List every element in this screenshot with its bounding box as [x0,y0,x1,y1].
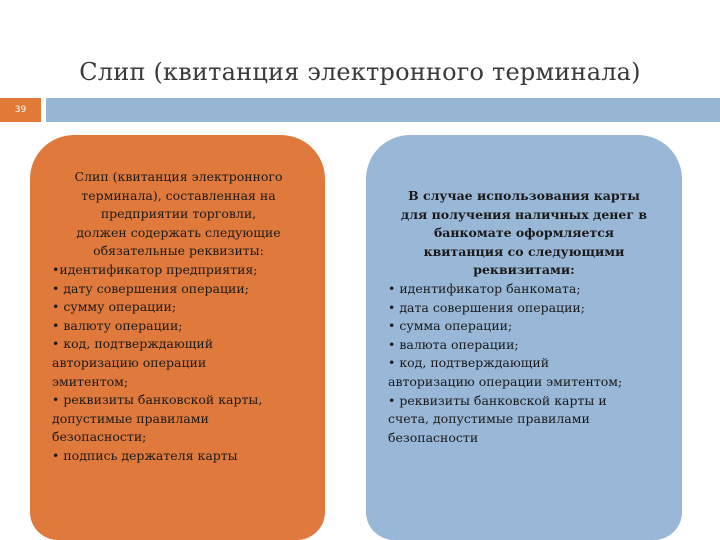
page-number: 39 [14,105,27,115]
list-item: • дату совершения операции; [52,280,249,296]
heading-line: Слип (квитанция электронного [74,169,283,184]
heading-line: квитанция со следующими [423,243,625,259]
heading-line: для получения наличных денег в [400,206,648,222]
atm-receipt-heading [388,187,660,280]
list-item: • код, подтверждающий [388,355,550,371]
atm-receipt-requisites-list [388,280,660,447]
list-item: • валюта операции; [388,336,519,352]
list-item: • идентификатор банкомата; [388,280,581,296]
heading-line: обязательные реквизиты: [93,243,264,259]
merchant-slip-panel [30,135,325,540]
list-item: счета, допустимые правилами [388,411,590,427]
list-item: • реквизиты банковской карты и [388,392,607,408]
list-item: авторизацию операции эмитентом; [388,373,623,389]
list-item: •идентификатор предприятия; [52,261,258,277]
list-item: безопасности [388,429,479,445]
list-item: • реквизиты банковской карты, [52,392,263,408]
list-item: • код, подтверждающий [52,336,214,352]
slide-title: Слип (квитанция электронного терминала) [79,58,641,86]
heading-line: реквизитами: [473,262,575,278]
list-item: • дата совершения операции; [388,299,585,315]
merchant-slip-requisites-list [52,261,305,466]
heading-line: терминала), составленная на [81,187,276,203]
heading-line: должен содержать следующие [76,224,281,240]
list-item: • валюту операции; [52,317,183,333]
heading-line: В случае использования карты [408,188,640,203]
list-item: • сумму операции; [52,299,177,315]
heading-line: предприятии торговли, [100,206,257,222]
heading-line: банкомате оформляется [433,225,615,241]
list-item: безопасности; [52,429,147,445]
list-item: эмитентом; [52,373,129,389]
list-item: авторизацию операции [52,354,207,370]
list-item: • подпись держателя карты [52,447,238,463]
merchant-slip-heading [52,168,305,261]
title-underline-bar [46,98,720,122]
list-item: допустимые правилами [52,410,209,426]
list-item: • сумма операции; [388,318,513,334]
atm-receipt-panel [366,135,682,540]
